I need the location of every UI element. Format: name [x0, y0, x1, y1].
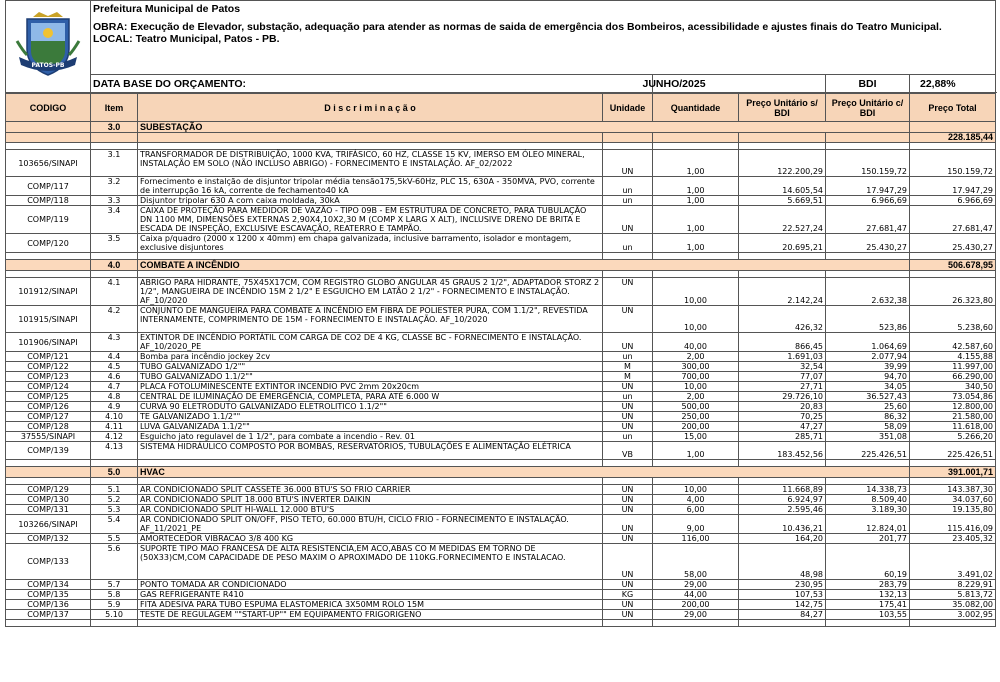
row-codigo: COMP/131 — [6, 505, 91, 515]
spacer-row — [6, 478, 996, 485]
row-preco-com-bdi: 25,60 — [826, 402, 910, 412]
row-codigo: 103656/SINAPI — [6, 150, 91, 177]
row-preco-total: 21.580,00 — [910, 412, 996, 422]
row-preco-total: 5.266,20 — [910, 432, 996, 442]
row-preco-com-bdi: 27.681,47 — [826, 206, 910, 234]
row-preco-sem-bdi: 2.142,24 — [739, 278, 826, 306]
row-quantidade: 40,00 — [653, 333, 739, 352]
row-unidade: UN — [603, 600, 653, 610]
logo — [6, 1, 91, 93]
row-codigo: COMP/119 — [6, 206, 91, 234]
row-unidade: KG — [603, 590, 653, 600]
col-codigo: CODIGO — [6, 94, 91, 122]
table-row — [6, 495, 996, 505]
col-preco-total: Preço Total — [910, 94, 996, 122]
row-preco-total: 42.587,60 — [910, 333, 996, 352]
table-row — [6, 206, 996, 234]
row-item: 4.4 — [91, 352, 138, 362]
col-preco-com-bdi: Preço Unitário c/ BDI — [826, 94, 910, 122]
row-item: 4.8 — [91, 392, 138, 402]
bdi-value: 22,88% — [910, 75, 996, 93]
row-description: EXTINTOR DE INCÊNDIO PORTÁTIL COM CARGA DE CO2 DE 4 KG, CLASSE BC - FORNECIMENTO E INSTALAÇÃO. AF_10/2020_PE — [138, 333, 603, 352]
row-preco-total: 8.229,91 — [910, 580, 996, 590]
table-row — [6, 234, 996, 253]
row-preco-sem-bdi: 29.726,10 — [739, 392, 826, 402]
section-row — [6, 260, 996, 271]
row-item: 5.5 — [91, 534, 138, 544]
table-row — [6, 422, 996, 432]
row-description: SUPORTE TIPO MAO FRANCESA DE ALTA RESISTENCIA,EM ACO,ABAS CO M MEDIDAS EM TORNO DE (50X33)CM,COM CAPACIDADE DE PESO MAXIM O APROXIMADO DE 110KG.FORNECIMENTO E INSTALACAO. — [138, 544, 603, 580]
row-preco-total: 19.135,80 — [910, 505, 996, 515]
row-quantidade: 200,00 — [653, 600, 739, 610]
row-unidade: UN — [603, 544, 653, 580]
row-codigo: 101906/SINAPI — [6, 333, 91, 352]
table-row — [6, 177, 996, 196]
row-description: Esguicho jato regulavel de 1 1/2", para combate a incendio - Rev. 01 — [138, 432, 603, 442]
row-quantidade: 6,00 — [653, 505, 739, 515]
table-row — [6, 278, 996, 306]
spacer-row — [6, 460, 996, 467]
row-preco-sem-bdi: 77,07 — [739, 372, 826, 382]
row-preco-com-bdi: 2.632,38 — [826, 278, 910, 306]
local-text: LOCAL: Teatro Municipal, Patos - PB. — [93, 33, 280, 45]
row-description: AR CONDICIONADO SPLIT 18.000 BTU'S INVERTER DAIKIN — [138, 495, 603, 505]
row-unidade: UN — [603, 412, 653, 422]
row-quantidade: 10,00 — [653, 485, 739, 495]
row-item: 5.1 — [91, 485, 138, 495]
row-quantidade: 10,00 — [653, 278, 739, 306]
row-quantidade: 300,00 — [653, 362, 739, 372]
row-unidade: UN — [603, 206, 653, 234]
row-description: TE GALVANIZADO 1.1/2"" — [138, 412, 603, 422]
row-unidade: UN — [603, 580, 653, 590]
row-unidade: UN — [603, 150, 653, 177]
column-header-row — [6, 94, 996, 122]
row-preco-sem-bdi: 6.924,97 — [739, 495, 826, 505]
row-item: 3.1 — [91, 150, 138, 177]
section-item: 4.0 — [91, 260, 138, 271]
col-discriminacao: D i s c r i m i n a ç ã o — [138, 94, 603, 122]
row-codigo: COMP/135 — [6, 590, 91, 600]
table-row — [6, 362, 996, 372]
row-description: AR CONDICIONADO SPLIT HI-WALL 12.000 BTU'S — [138, 505, 603, 515]
row-preco-com-bdi: 39,99 — [826, 362, 910, 372]
row-preco-com-bdi: 34,05 — [826, 382, 910, 392]
row-item: 4.9 — [91, 402, 138, 412]
row-preco-sem-bdi: 122.200,29 — [739, 150, 826, 177]
section-item: 5.0 — [91, 467, 138, 478]
row-quantidade: 1,00 — [653, 150, 739, 177]
row-quantidade: 1,00 — [653, 206, 739, 234]
table-row — [6, 544, 996, 580]
spacer-row — [6, 143, 996, 150]
row-codigo: COMP/121 — [6, 352, 91, 362]
row-quantidade: 1,00 — [653, 234, 739, 253]
row-preco-com-bdi: 58,09 — [826, 422, 910, 432]
row-unidade: UN — [603, 610, 653, 620]
row-item: 4.12 — [91, 432, 138, 442]
table-row — [6, 432, 996, 442]
row-description: AR CONDICIONADO SPLIT ON/OFF, PISO TETO, 60.000 BTU/H, CICLO FRIO - FORNECIMENTO E INSTALAÇÃO. AF_11/2021_PE — [138, 515, 603, 534]
row-preco-total: 17.947,29 — [910, 177, 996, 196]
row-preco-com-bdi: 60,19 — [826, 544, 910, 580]
table-row — [6, 515, 996, 534]
row-preco-sem-bdi: 142,75 — [739, 600, 826, 610]
row-codigo: COMP/136 — [6, 600, 91, 610]
row-quantidade: 700,00 — [653, 372, 739, 382]
row-quantidade: 15,00 — [653, 432, 739, 442]
row-preco-sem-bdi: 866,45 — [739, 333, 826, 352]
row-preco-total: 225.426,51 — [910, 442, 996, 460]
section-title: COMBATE A INCÊNDIO — [138, 260, 910, 271]
row-preco-sem-bdi: 107,53 — [739, 590, 826, 600]
col-preco-sem-bdi: Preço Unitário s/ BDI — [739, 94, 826, 122]
row-unidade: UN — [603, 402, 653, 412]
row-preco-total: 143.387,30 — [910, 485, 996, 495]
row-codigo: COMP/124 — [6, 382, 91, 392]
row-unidade: UN — [603, 505, 653, 515]
row-description: Fornecimento e instalção de disjuntor tripolar média tensão175,5kV-60Hz, PLC 15, 630A - 350MVA, PVO, corrente de interrupção 16 kA, corrente de fechamento40 kA — [138, 177, 603, 196]
row-unidade: un — [603, 432, 653, 442]
row-unidade: un — [603, 352, 653, 362]
row-preco-com-bdi: 132,13 — [826, 590, 910, 600]
row-preco-sem-bdi: 285,71 — [739, 432, 826, 442]
row-item: 3.2 — [91, 177, 138, 196]
row-preco-sem-bdi: 27,71 — [739, 382, 826, 392]
row-description: GAS REFRIGERANTE R410 — [138, 590, 603, 600]
row-unidade: UN — [603, 333, 653, 352]
spacer-row — [6, 253, 996, 260]
row-preco-com-bdi: 86,32 — [826, 412, 910, 422]
row-preco-total: 12.800,00 — [910, 402, 996, 412]
row-codigo: COMP/118 — [6, 196, 91, 206]
data-base-value: JUNHO/2025 — [603, 75, 653, 93]
row-item: 4.11 — [91, 422, 138, 432]
row-preco-total: 35.082,00 — [910, 600, 996, 610]
row-preco-sem-bdi: 11.668,89 — [739, 485, 826, 495]
row-item: 5.9 — [91, 600, 138, 610]
row-preco-com-bdi: 1.064,69 — [826, 333, 910, 352]
row-description: Disjuntor tripolar 630 A com caixa moldada, 30kA — [138, 196, 603, 206]
row-preco-sem-bdi: 10.436,21 — [739, 515, 826, 534]
row-item: 3.4 — [91, 206, 138, 234]
table-row — [6, 392, 996, 402]
table-row — [6, 150, 996, 177]
row-codigo: COMP/134 — [6, 580, 91, 590]
row-quantidade: 200,00 — [653, 422, 739, 432]
row-unidade: M — [603, 362, 653, 372]
row-preco-sem-bdi: 47,27 — [739, 422, 826, 432]
row-codigo: COMP/126 — [6, 402, 91, 412]
row-unidade: VB — [603, 442, 653, 460]
spacer-row — [6, 620, 996, 627]
row-preco-sem-bdi: 164,20 — [739, 534, 826, 544]
row-preco-com-bdi: 150.159,72 — [826, 150, 910, 177]
row-codigo: COMP/132 — [6, 534, 91, 544]
section-total: 391.001,71 — [910, 467, 996, 478]
svg-text:PATOS-PB: PATOS-PB — [31, 61, 65, 69]
row-preco-sem-bdi: 230,95 — [739, 580, 826, 590]
row-unidade: UN — [603, 515, 653, 534]
row-unidade: UN — [603, 422, 653, 432]
row-quantidade: 116,00 — [653, 534, 739, 544]
row-unidade: un — [603, 392, 653, 402]
row-quantidade: 4,00 — [653, 495, 739, 505]
section-item: 3.0 — [91, 122, 138, 133]
row-quantidade: 9,00 — [653, 515, 739, 534]
table-row — [6, 590, 996, 600]
row-preco-com-bdi: 201,77 — [826, 534, 910, 544]
row-preco-com-bdi: 14.338,73 — [826, 485, 910, 495]
row-codigo: COMP/137 — [6, 610, 91, 620]
row-preco-com-bdi: 2.077,94 — [826, 352, 910, 362]
row-description: CAIXA DE PROTEÇÃO PARA MEDIDOR DE VAZÃO - TIPO 09B - EM ESTRUTURA DE CONCRETO, PARA TUBULAÇÃO DN 1100 MM, DIMENSÕES EXTERNAS 2,90X4,10X2,30 M (COMP X LARG X ALT), INCLUSIVE DRENO DE BRITA E ESCADA DE INSPEÇÃO, EXCLUSIVE ESCAVAÇÃO, REATERRO E TAMPÃO. — [138, 206, 603, 234]
row-codigo: COMP/129 — [6, 485, 91, 495]
row-preco-sem-bdi: 70,25 — [739, 412, 826, 422]
row-item: 5.3 — [91, 505, 138, 515]
row-quantidade: 1,00 — [653, 442, 739, 460]
row-preco-total: 34.037,60 — [910, 495, 996, 505]
row-quantidade: 1,00 — [653, 177, 739, 196]
row-unidade: UN — [603, 306, 653, 333]
row-preco-sem-bdi: 48,98 — [739, 544, 826, 580]
row-quantidade: 58,00 — [653, 544, 739, 580]
row-unidade: UN — [603, 382, 653, 392]
row-preco-com-bdi: 3.189,30 — [826, 505, 910, 515]
row-quantidade: 10,00 — [653, 382, 739, 392]
row-preco-total: 5.238,60 — [910, 306, 996, 333]
row-preco-com-bdi: 25.430,27 — [826, 234, 910, 253]
row-preco-sem-bdi: 32,54 — [739, 362, 826, 372]
header-table — [5, 0, 996, 93]
table-row — [6, 382, 996, 392]
row-item: 5.10 — [91, 610, 138, 620]
row-preco-sem-bdi: 5.669,51 — [739, 196, 826, 206]
table-row — [6, 333, 996, 352]
table-row — [6, 610, 996, 620]
row-unidade: UN — [603, 278, 653, 306]
row-quantidade: 44,00 — [653, 590, 739, 600]
row-item: 5.4 — [91, 515, 138, 534]
row-codigo: COMP/120 — [6, 234, 91, 253]
row-description: LUVA GALVANIZADA 1.1/2"" — [138, 422, 603, 432]
row-quantidade: 250,00 — [653, 412, 739, 422]
row-preco-total: 3.002,95 — [910, 610, 996, 620]
row-unidade: un — [603, 234, 653, 253]
row-codigo: COMP/128 — [6, 422, 91, 432]
header-info — [91, 1, 996, 75]
row-item: 5.2 — [91, 495, 138, 505]
row-item: 5.6 — [91, 544, 138, 580]
table-row — [6, 372, 996, 382]
budget-table — [5, 93, 996, 627]
org-name: Prefeitura Municipal de Patos — [93, 3, 241, 15]
row-description: CURVA 90 ELETRODUTO GALVANIZADO ELETROLITICO 1.1/2"" — [138, 402, 603, 412]
row-quantidade: 1,00 — [653, 196, 739, 206]
row-description: TESTE DE REGULAGEM ""START-UP"" EM EQUIPAMENTO FRIGORIGENO — [138, 610, 603, 620]
row-preco-total: 66.290,00 — [910, 372, 996, 382]
bdi-label: BDI — [826, 75, 910, 93]
row-preco-total: 150.159,72 — [910, 150, 996, 177]
row-preco-total: 5.813,72 — [910, 590, 996, 600]
row-codigo: COMP/130 — [6, 495, 91, 505]
row-preco-com-bdi: 36.527,43 — [826, 392, 910, 402]
row-item: 4.13 — [91, 442, 138, 460]
city-crest-icon — [13, 11, 83, 81]
row-item: 3.5 — [91, 234, 138, 253]
section-total: 228.185,44 — [910, 133, 996, 143]
row-quantidade: 2,00 — [653, 352, 739, 362]
row-item: 4.2 — [91, 306, 138, 333]
row-preco-total: 11.618,00 — [910, 422, 996, 432]
row-preco-sem-bdi: 84,27 — [739, 610, 826, 620]
row-preco-sem-bdi: 426,32 — [739, 306, 826, 333]
row-preco-total: 73.054,86 — [910, 392, 996, 402]
row-codigo: COMP/125 — [6, 392, 91, 402]
row-description: SISTEMA HIDRÁULICO COMPOSTO POR BOMBAS, RESERVATÓRIOS, TUBULAÇÕES E ALIMENTAÇÃO ELÉTRICA — [138, 442, 603, 460]
obra-description: OBRA: Execução de Elevador, substação, adequação para atender as normas de saida de emergência dos Bombeiros, acessibilidade e ajustes finais do Teatro Municipal. — [93, 21, 942, 33]
row-codigo: COMP/127 — [6, 412, 91, 422]
row-preco-total: 23.405,32 — [910, 534, 996, 544]
row-preco-total: 340,50 — [910, 382, 996, 392]
row-quantidade: 500,00 — [653, 402, 739, 412]
row-unidade: M — [603, 372, 653, 382]
section-total-row — [6, 133, 996, 143]
row-item: 5.8 — [91, 590, 138, 600]
row-preco-total: 27.681,47 — [910, 206, 996, 234]
row-unidade: un — [603, 196, 653, 206]
row-preco-total: 4.155,88 — [910, 352, 996, 362]
row-item: 4.3 — [91, 333, 138, 352]
row-preco-total: 3.491,02 — [910, 544, 996, 580]
row-preco-com-bdi: 175,41 — [826, 600, 910, 610]
col-unidade: Unidade — [603, 94, 653, 122]
row-description: FITA ADESIVA PARA TUBO ESPUMA ELASTOMERICA 3X50MM ROLO 15M — [138, 600, 603, 610]
table-row — [6, 600, 996, 610]
row-item: 4.7 — [91, 382, 138, 392]
row-preco-com-bdi: 17.947,29 — [826, 177, 910, 196]
row-preco-sem-bdi: 183.452,56 — [739, 442, 826, 460]
row-preco-com-bdi: 523,86 — [826, 306, 910, 333]
section-row — [6, 467, 996, 478]
row-description: ABRIGO PARA HIDRANTE, 75X45X17CM, COM REGISTRO GLOBO ANGULAR 45 GRAUS 2 1/2", ADAPTADOR STORZ 2 1/2", MANGUEIRA DE INCÊNDIO 15M 2 1/2" E ESGUICHO EM LATÃO 2 1/2" - FORNECIMENTO E INSTALAÇÃO. AF_10/2020 — [138, 278, 603, 306]
row-preco-sem-bdi: 1.691,03 — [739, 352, 826, 362]
section-total — [910, 122, 996, 133]
row-preco-sem-bdi: 20,83 — [739, 402, 826, 412]
table-row — [6, 412, 996, 422]
row-preco-com-bdi: 8.509,40 — [826, 495, 910, 505]
section-title: HVAC — [138, 467, 910, 478]
col-quantidade: Quantidade — [653, 94, 739, 122]
row-item: 5.7 — [91, 580, 138, 590]
row-preco-total: 11.997,00 — [910, 362, 996, 372]
row-quantidade: 29,00 — [653, 610, 739, 620]
row-description: AMORTECEDOR VIBRACAO 3/8 400 KG — [138, 534, 603, 544]
table-row — [6, 196, 996, 206]
col-item: Item — [91, 94, 138, 122]
row-codigo: COMP/133 — [6, 544, 91, 580]
row-description: Bomba para incêndio jockey 2cv — [138, 352, 603, 362]
table-row — [6, 306, 996, 333]
row-item: 4.1 — [91, 278, 138, 306]
table-row — [6, 580, 996, 590]
data-base-label: DATA BASE DO ORÇAMENTO: — [91, 75, 603, 93]
row-codigo: COMP/117 — [6, 177, 91, 196]
table-row — [6, 442, 996, 460]
row-description: TRANSFORMADOR DE DISTRIBUIÇÃO, 1000 KVA, TRIFÁSICO, 60 HZ, CLASSE 15 KV, IMERSO EM ÓLEO MINERAL, INSTALAÇÃO EM SOLO (NÃO INCLUSO ABRIGO) - FORNECIMENTO E INSTALAÇÃO. AF_02/2022 — [138, 150, 603, 177]
row-item: 4.5 — [91, 362, 138, 372]
row-codigo: 103266/SINAPI — [6, 515, 91, 534]
row-description: PONTO TOMADA AR CONDICIONADO — [138, 580, 603, 590]
row-description: CENTRAL DE ILUMINAÇÃO DE EMERGÊNCIA, COMPLETA, PARA ATÉ 6.000 W — [138, 392, 603, 402]
table-row — [6, 402, 996, 412]
row-codigo: 37555/SINAPI — [6, 432, 91, 442]
row-preco-sem-bdi: 20.695,21 — [739, 234, 826, 253]
row-codigo: 101915/SINAPI — [6, 306, 91, 333]
row-preco-com-bdi: 283,79 — [826, 580, 910, 590]
row-unidade: UN — [603, 485, 653, 495]
table-row — [6, 505, 996, 515]
row-preco-total: 115.416,09 — [910, 515, 996, 534]
row-preco-com-bdi: 6.966,69 — [826, 196, 910, 206]
row-preco-com-bdi: 103,55 — [826, 610, 910, 620]
row-description: TUBO GALVANIZADO 1/2"" — [138, 362, 603, 372]
section-title: SUBESTAÇÃO — [138, 122, 910, 133]
row-codigo: 101912/SINAPI — [6, 278, 91, 306]
row-codigo: COMP/139 — [6, 442, 91, 460]
row-description: PLACA FOTOLUMINESCENTE EXTINTOR INCENDIO PVC 2mm 20x20cm — [138, 382, 603, 392]
row-codigo: COMP/123 — [6, 372, 91, 382]
row-quantidade: 10,00 — [653, 306, 739, 333]
row-preco-com-bdi: 12.824,01 — [826, 515, 910, 534]
row-unidade: UN — [603, 495, 653, 505]
row-preco-sem-bdi: 22.527,24 — [739, 206, 826, 234]
row-description: CONJUNTO DE MANGUEIRA PARA COMBATE A INCÊNDIO EM FIBRA DE POLIESTER PURA, COM 1.1/2", REVESTIDA INTERNAMENTE, COMPRIMENTO DE 15M - FORNECIMENTO E INSTALAÇÃO. AF_10/2020 — [138, 306, 603, 333]
row-quantidade: 29,00 — [653, 580, 739, 590]
row-description: TUBO GALVANIZADO 1.1/2"" — [138, 372, 603, 382]
section-row — [6, 122, 996, 133]
spacer-row — [6, 271, 996, 278]
row-description: AR CONDICIONADO SPLIT CASSETE 36.000 BTU'S SO FRIO CARRIER — [138, 485, 603, 495]
row-preco-total: 6.966,69 — [910, 196, 996, 206]
row-preco-com-bdi: 94,70 — [826, 372, 910, 382]
section-total: 506.678,95 — [910, 260, 996, 271]
row-quantidade: 2,00 — [653, 392, 739, 402]
row-item: 4.10 — [91, 412, 138, 422]
row-item: 4.6 — [91, 372, 138, 382]
row-preco-sem-bdi: 2.595,46 — [739, 505, 826, 515]
row-unidade: un — [603, 177, 653, 196]
row-preco-total: 26.323,80 — [910, 278, 996, 306]
row-preco-sem-bdi: 14.605,54 — [739, 177, 826, 196]
table-row — [6, 534, 996, 544]
row-preco-com-bdi: 351,08 — [826, 432, 910, 442]
table-row — [6, 485, 996, 495]
row-preco-total: 25.430,27 — [910, 234, 996, 253]
row-item: 3.3 — [91, 196, 138, 206]
row-preco-com-bdi: 225.426,51 — [826, 442, 910, 460]
row-unidade: UN — [603, 534, 653, 544]
row-codigo: COMP/122 — [6, 362, 91, 372]
row-description: Caixa p/quadro (2000 x 1200 x 40mm) em chapa galvanizada, inclusive barramento, isolador e montagem, exclusive disjuntores — [138, 234, 603, 253]
table-row — [6, 352, 996, 362]
